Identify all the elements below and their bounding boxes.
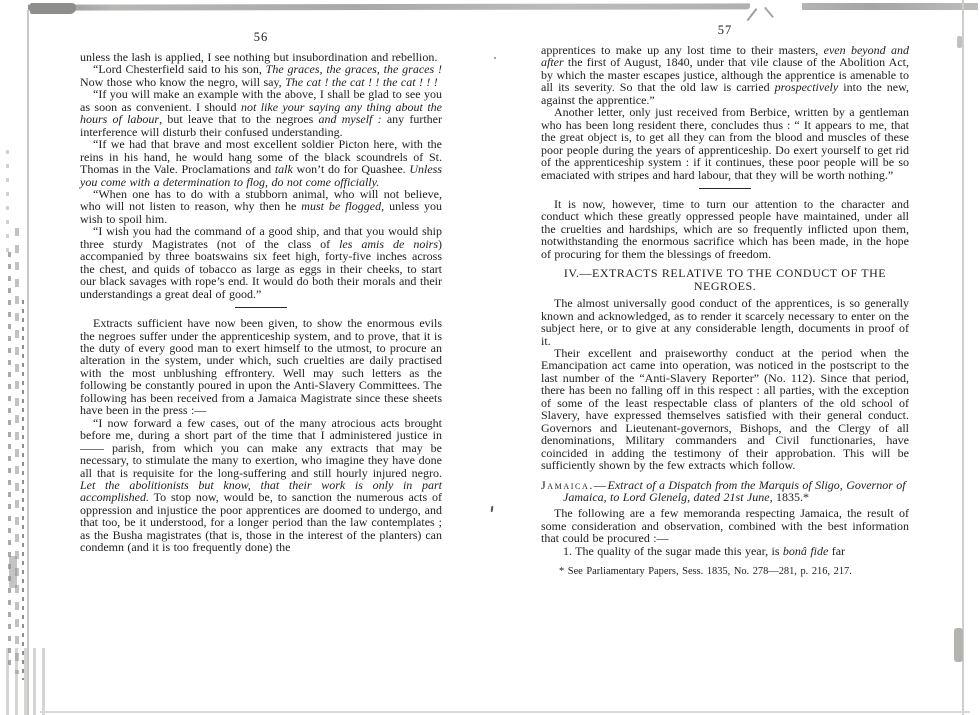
text-run: The almost universally good conduct of the apprentices, is so generally known and acknowledged, as to render it scarcely necessary to enter on the subject here, or to give at any considerable length, documents in proof of it.: [541, 296, 909, 348]
text-run: To stop now, would be, to sanction the numerous acts of oppression and injustice the poor apprentices are doomed to undergo, and that too, be it understood, for a longer period than the law contemplates ; as the Busha magistrates (that is, those in the interest of the planters) can condemn (and it is too frequently done) the: [80, 490, 442, 555]
scan-left-speckles: [8, 252, 11, 670]
paragraph: [80, 417, 442, 554]
text-run: the first of August, 1840, under that vile clause of the Abolition Act, by which the master escapes justice, although the apprentice is amenable to all its severity. So that the old law is carried: [541, 55, 909, 95]
paragraph: [80, 88, 442, 138]
paragraph: [80, 138, 442, 188]
paragraph: [541, 297, 909, 347]
text-run: Let the abolitionists but know, that their work is only in part accomplished.: [80, 477, 442, 505]
text-run: Now those who know the negro, will say,: [80, 74, 286, 89]
text-run: The graces, the graces, the graces !: [265, 62, 442, 77]
page-56: [80, 30, 442, 554]
text-run: The following are a few memoranda respecting Jamaica, the result of some consideration and observation, combined with the best information that could be procured :—: [541, 506, 909, 546]
paragraph: [80, 188, 442, 225]
text-run: won’t do for Quashee.: [292, 162, 410, 177]
text-run: apprentices to make up any lost time to their masters,: [541, 43, 824, 57]
scan-top-edge-notch: [30, 3, 76, 14]
scan-right-platen-line: [962, 0, 964, 715]
scan-gutter-dot: [494, 57, 496, 59]
text-run: Their excellent and praiseworthy conduct at the period when the Emancipation act came into operation, was noticed in the postscript to the last number of the “Anti-Slavery Reporter” (No. 112). Since that period, there has been no falling off in this respect : all parties, with the exception of some of the least respectable class of planters of the old school of Slavery, have expressed themselves satisfied with their general conduct. Governors and Lieutenant-governors, Bishops, and the Clergy of all denominations, Military commanders and Civil functionaries, have coincided in adding the testimony of their approbation. This will be sufficiently shown by the few extracts which follow.: [541, 345, 909, 473]
scan-bottom-left-streaks: [0, 648, 46, 715]
paragraph: [541, 347, 909, 472]
extract-caption: [541, 479, 909, 504]
scan-left-platen-line: [27, 10, 29, 715]
text-run: “Lord Chesterfield said to his son,: [93, 62, 266, 77]
scan-left-speckles: [15, 228, 19, 674]
footnote: [541, 566, 909, 577]
text-run: Jamaica.—: [541, 477, 608, 492]
text-run: 21st June,: [723, 489, 773, 504]
text-run: talk: [274, 162, 293, 177]
text-run: ) accompanied by three boatswains six feet high, forty-five inches across the chest, and quids of tobacco as large as eggs in their cheeks, to start our black savages with rope’s end. It would do both their morals and their understandings a great deal of good.”: [80, 236, 442, 301]
page-number: 57: [717, 23, 733, 37]
text-run: les amis de noirs: [339, 236, 438, 251]
text-run: prospectively: [774, 80, 839, 95]
text-run: “When one has to do with a stubborn animal, who will not believe, who will not listen to reason, why then he: [80, 186, 442, 214]
text-run: Extracts sufficient have now been given, to show the enormous evils the negroes suffer under the apprenticeship system, and to prove, that it is the duty of every good man to exert himself to the utmost, to procure an alteration in the system, under which, such cruelties are daily practised with the most unblushing effrontery. Well may such letters as the following be constantly poured in upon the Anti-Slavery Committees. The following has been received from a Jamaica Magistrate since these sheets have been in the press :—: [80, 316, 442, 418]
page-57: [541, 23, 909, 577]
text-run: Another letter, only just received from Berbice, written by a gentleman who has been long resident there, concludes thus : “ It appears to me, that the great object is, to get all they can from the blood and muscles of these poor people during the years of apprenticeship. Do exert yourself to get rid of the apprenticeship system : if it continues, these poor people will be so emaciated with stripes and hard labour, that they will be worth nothing.”: [541, 105, 909, 182]
text-run: any further interference will disturb their confused understanding.: [80, 112, 443, 139]
scan-top-edge-left: [28, 3, 750, 10]
text-run: and myself :: [318, 112, 382, 127]
scan-gutter-fold-mark: [764, 7, 774, 18]
text-run: “I wish you had the command of a good ship, and that you would ship three sturdy Magistrates (not of the class of: [80, 224, 442, 251]
page-57-text: [541, 44, 909, 577]
paragraph: [541, 198, 909, 260]
paragraph: [541, 44, 909, 106]
scan-right-edge-blob: [954, 628, 963, 662]
text-run: far: [828, 543, 846, 558]
text-run: into the new, against the apprentice.”: [541, 80, 909, 107]
scan-gutter-fold-mark: [747, 8, 757, 21]
scan-bottom-edge-line: [40, 711, 970, 713]
paragraph: [541, 545, 909, 557]
paragraph: [541, 507, 909, 544]
separator-rule: [235, 307, 287, 308]
text-run: Extract of a Dispatch from the Marquis of Sligo, Governor of Jamaica, to Lord Glenelg, dated: [563, 477, 906, 504]
text-run: not like your saying any thing about the hours of labour: [80, 99, 442, 127]
text-run: , unless you wish to spoil him.: [80, 199, 442, 226]
scan-top-edge-right: [802, 3, 978, 10]
text-run: , but leave that to the negroes: [159, 112, 319, 127]
paragraph: [80, 63, 442, 88]
text-run: The cat ! the cat ! ! the cat ! ! !: [285, 74, 438, 89]
text-run: “If you will make an example with the above, I shall be glad to see you as soon as convenient. I should: [80, 87, 442, 114]
paragraph: [80, 317, 442, 417]
scan-right-edge-mark: [957, 36, 962, 48]
paragraph: [541, 106, 909, 181]
text-run: “I now forward a few cases, out of the many atrocious acts brought before me, during a short part of the time that I administered justice in —— parish, from which you can make any extracts that may be necessary, to stimulate the many to exertion, who imagine they have done all that is requisite for the long-suffering and still hourly injured negro.: [80, 415, 442, 480]
separator-rule: [699, 188, 751, 189]
section-heading: [547, 267, 903, 292]
text-run: IV.—EXTRACTS RELATIVE TO THE CONDUCT OF THE NEGROES.: [563, 266, 887, 293]
scan-left-blob: [9, 556, 17, 588]
text-run: * See Parliamentary Papers, Sess. 1835, No. 278—281, p. 216, 217.: [559, 566, 852, 578]
page-number: 56: [253, 30, 269, 44]
text-run: must be flogged: [301, 199, 382, 214]
text-run: 1. The quality of the sugar made this year, is: [563, 543, 783, 558]
paragraph: [80, 225, 442, 300]
text-run: even beyond and after: [541, 43, 909, 70]
page-56-text: [80, 51, 442, 554]
text-run: 1835.*: [772, 489, 809, 504]
text-run: Unless you come with a determination to flog, do not come officially.: [80, 162, 442, 189]
text-run: It is now, however, time to turn our attention to the character and conduct which these greatly oppressed people have maintained, under all the cruelties and hardships, which are so frequently inflicted upon them, notwithstanding the enormous sacrifice which has been made, in the hope of procuring for them the blessings of freedom.: [541, 196, 909, 261]
text-run: “If we had that brave and most excellent soldier Picton here, with the reins in his hand, he would hang some of the black scoundrels of St. Thomas in the Vale. Proclamations and: [80, 137, 442, 177]
text-run: bonâ fide: [782, 543, 829, 558]
scan-left-speckles: [6, 150, 9, 260]
text-run: unless the lash is applied, I see nothing but insubordination and rebellion.: [80, 50, 438, 64]
scan-gutter-speck: [491, 506, 494, 512]
scan-left-speckles: [22, 300, 24, 680]
